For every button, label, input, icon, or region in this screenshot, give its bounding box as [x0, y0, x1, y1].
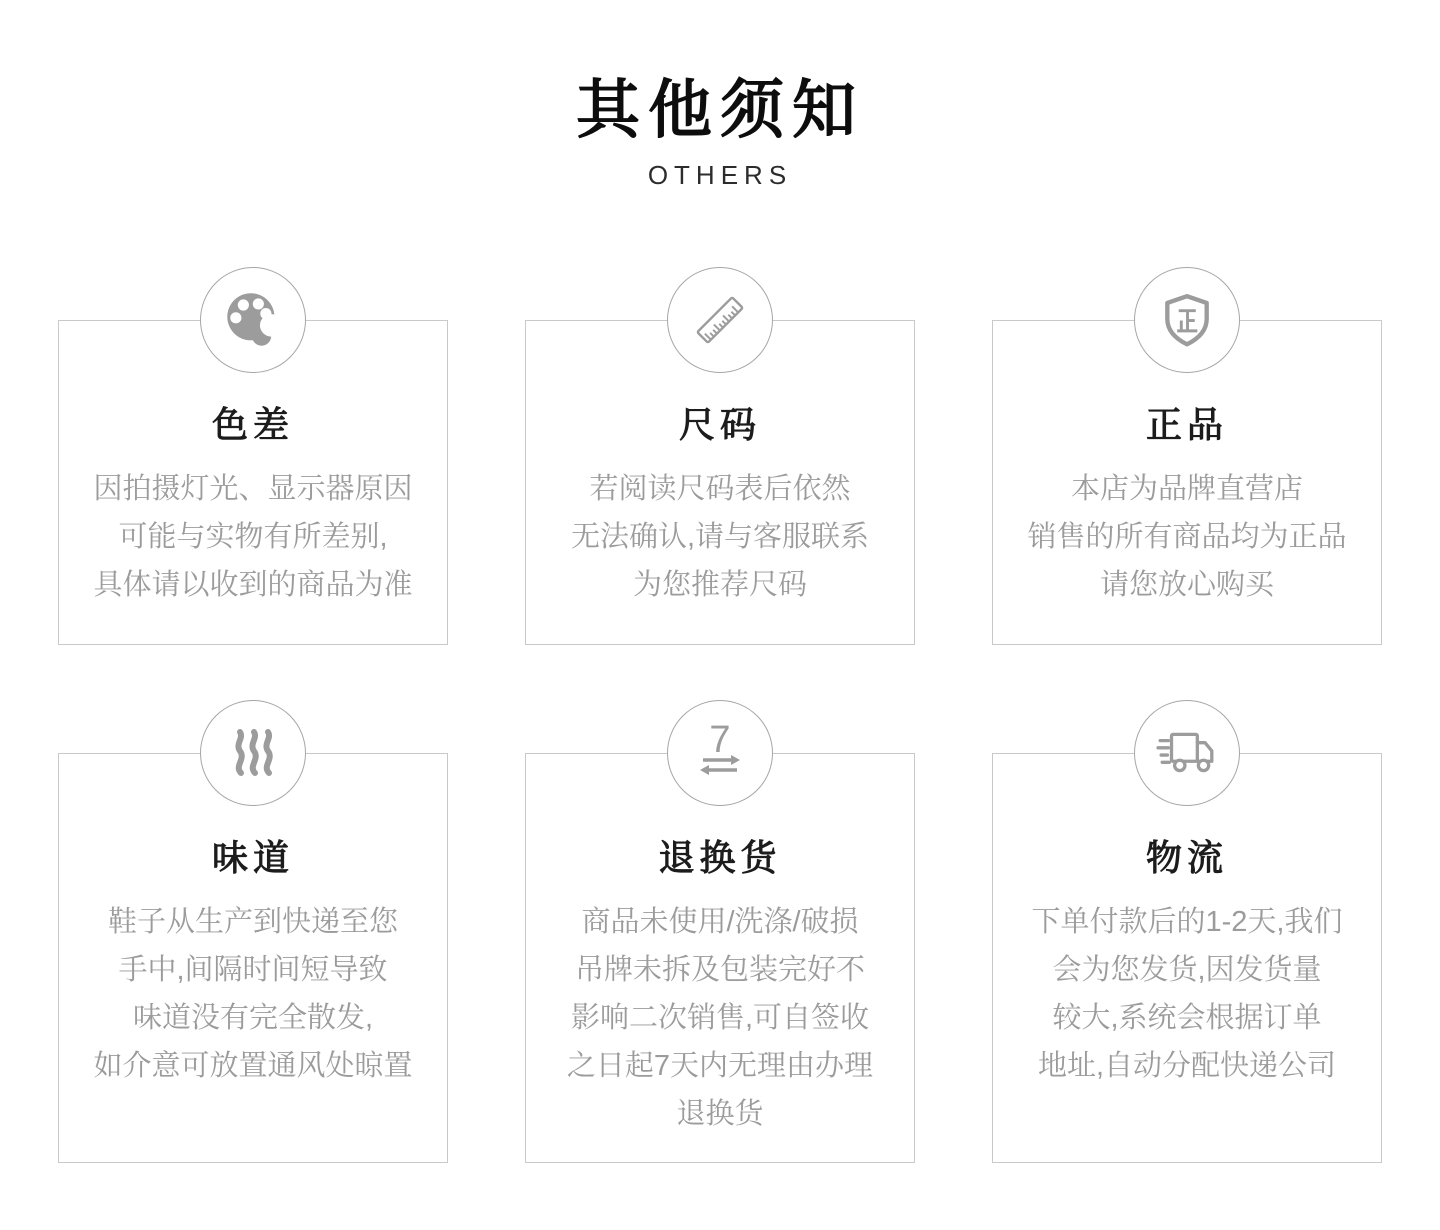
card-body	[59, 898, 447, 1090]
authentic-shield-icon	[1134, 267, 1240, 373]
card-text-line: 之日起7天内无理由办理	[566, 1050, 874, 1082]
card-title: 味道	[211, 837, 294, 878]
cards-row-1	[0, 320, 1440, 645]
smell-steam-icon	[200, 700, 306, 806]
card-text-line: 为您推荐尺码	[632, 569, 807, 601]
card-text-line: 无法确认,请与客服联系	[570, 521, 870, 553]
card-text-line: 影响二次销售,可自签收	[570, 1002, 870, 1034]
delivery-truck-icon	[1134, 700, 1240, 806]
card-text-line: 地址,自动分配快递公司	[1037, 1050, 1337, 1082]
seven-day-return-icon	[667, 700, 773, 806]
card-text-line: 会为您发货,因发货量	[1052, 954, 1322, 986]
card-text-line: 味道没有完全散发,	[132, 1002, 374, 1034]
card-text-line: 可能与实物有所差别,	[118, 521, 388, 553]
ruler-icon	[667, 267, 773, 373]
card-text-line: 较大,系统会根据订单	[1052, 1002, 1322, 1034]
card-title: 物流	[1145, 837, 1228, 878]
card-text-line: 因拍摄灯光、显示器原因	[93, 473, 413, 505]
card-title: 正品	[1145, 404, 1228, 445]
card-body	[526, 898, 914, 1138]
card-title: 退换货	[658, 837, 782, 878]
card-returns	[525, 725, 915, 1163]
card-text-line: 吊牌未拆及包装完好不	[574, 954, 865, 986]
page-subtitle: OTHERS	[647, 160, 793, 190]
card-text-line: 鞋子从生产到快递至您	[107, 906, 398, 938]
palette-icon	[200, 267, 306, 373]
cards-row-2	[0, 725, 1440, 1163]
section-header	[0, 0, 1440, 190]
card-text-line: 本店为品牌直营店	[1070, 473, 1303, 505]
card-body	[993, 898, 1381, 1090]
card-size	[525, 320, 915, 645]
card-text-line: 若阅读尺码表后依然	[589, 473, 851, 505]
card-title: 尺码	[678, 404, 761, 445]
card-body	[993, 465, 1381, 609]
card-text-line: 下单付款后的1-2天,我们	[1031, 906, 1343, 938]
card-text-line: 手中,间隔时间短导致	[118, 954, 388, 986]
card-text-line: 销售的所有商品均为正品	[1027, 521, 1347, 553]
card-authentic	[992, 320, 1382, 645]
card-logistics	[992, 753, 1382, 1163]
card-body	[59, 465, 447, 609]
card-text-line: 商品未使用/洗涤/破损	[581, 906, 859, 938]
card-smell	[58, 753, 448, 1163]
card-text-line: 请您放心购买	[1099, 569, 1274, 601]
card-color-difference	[58, 320, 448, 645]
card-body	[526, 465, 914, 609]
card-title: 色差	[211, 404, 294, 445]
card-text-line: 如介意可放置通风处晾置	[93, 1050, 413, 1082]
card-text-line: 具体请以收到的商品为准	[93, 569, 413, 601]
card-text-line: 退换货	[676, 1098, 764, 1130]
seven-label: 7	[709, 725, 731, 761]
page-title: 其他须知	[576, 74, 864, 146]
